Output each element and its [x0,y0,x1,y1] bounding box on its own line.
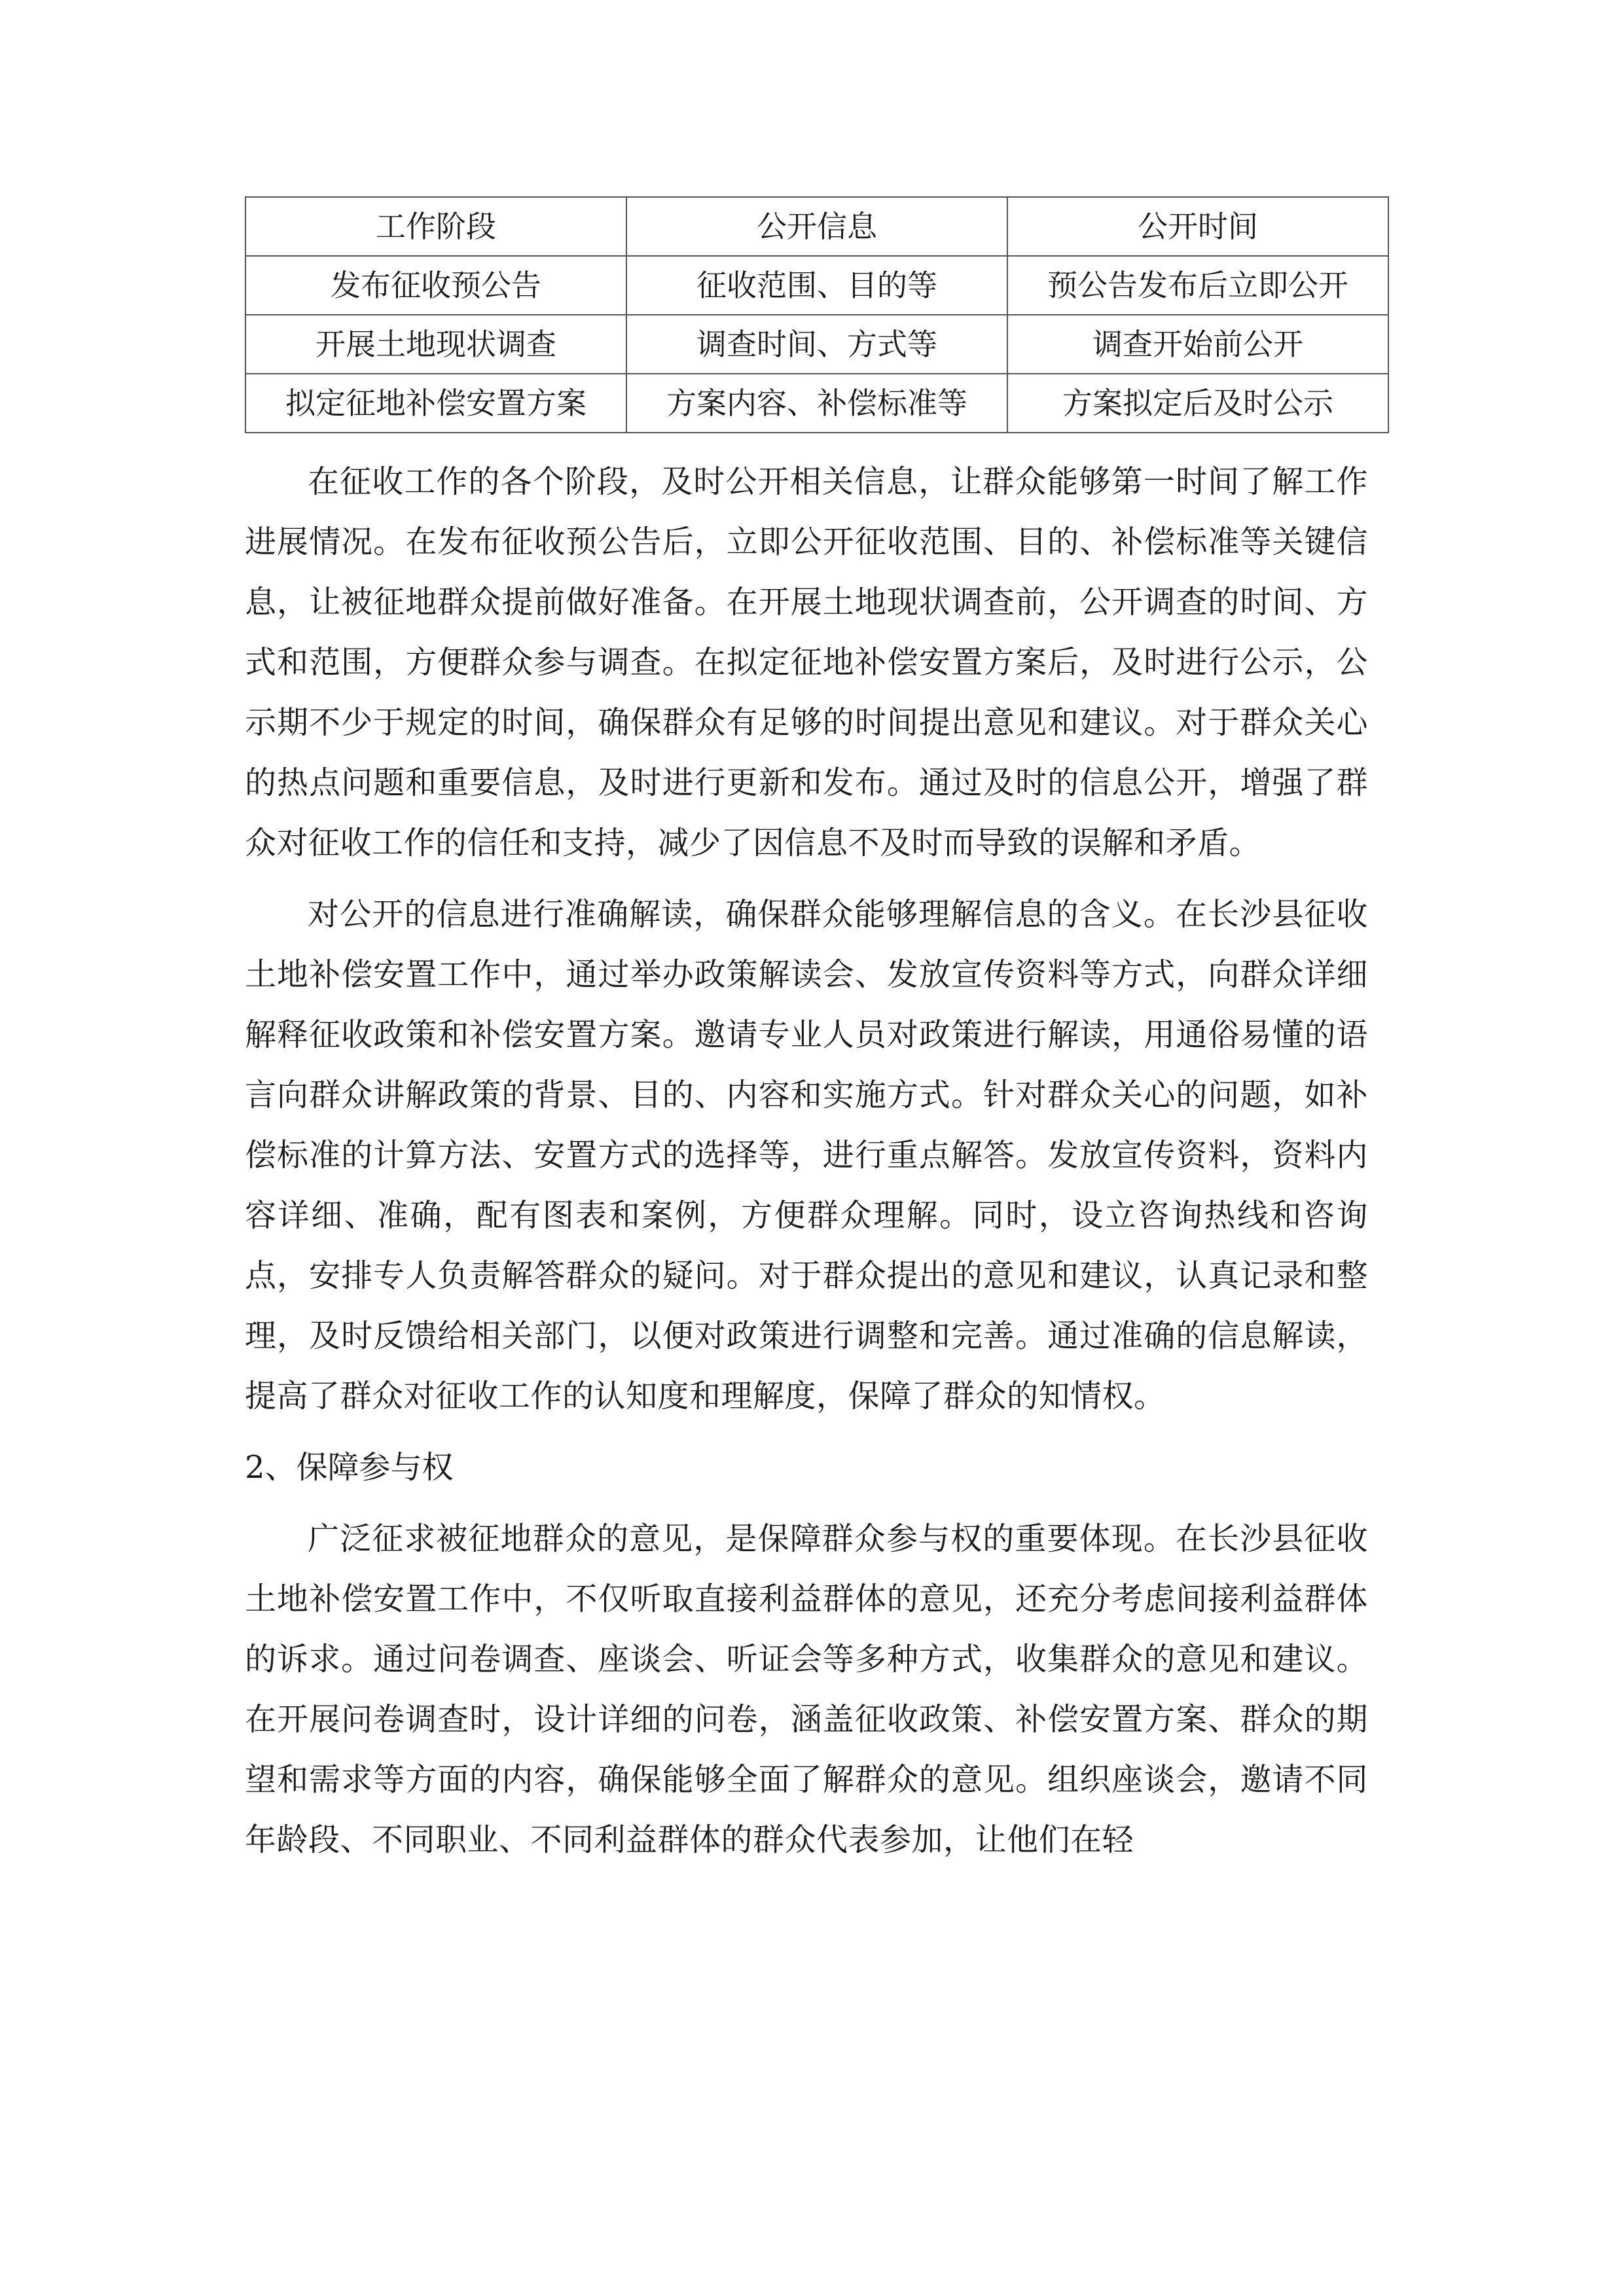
table-cell: 发布征收预公告 [245,256,626,315]
table-row [245,256,1388,315]
paragraph-accurate-interpretation: 对公开的信息进行准确解读，确保群众能够理解信息的含义。在长沙县征收土地补偿安置工作中，通过举办政策解读会、发放宣传资料等方式，向群众详细解释征收政策和补偿安置方案。邀请专业人员对政策进行解读，用通俗易懂的语言向群众讲解政策的背景、目的、内容和实施方式。针对群众关心的问题，如补偿标准的计算方法、安置方式的选择等，进行重点解答。发放宣传资料，资料内容详细、准确，配有图表和案例，方便群众理解。同时，设立咨询热线和咨询点，安排专人负责解答群众的疑问。对于群众提出的意见和建议，认真记录和整理，及时反馈给相关部门，以便对政策进行调整和完善。通过准确的信息解读，提高了群众对征收工作的认知度和理解度，保障了群众的知情权。 [245,896,1368,1414]
table-cell: 调查时间、方式等 [626,315,1007,374]
paragraph-timely-disclosure: 在征收工作的各个阶段，及时公开相关信息，让群众能够第一时间了解工作进展情况。在发布征收预公告后，立即公开征收范围、目的、补偿标准等关键信息，让被征地群众提前做好准备。在开展土地现状调查前，公开调查的时间、方式和范围，方便群众参与调查。在拟定征地补偿安置方案后，及时进行公示，公示期不少于规定的时间，确保群众有足够的时间提出意见和建议。对于群众关心的热点问题和重要信息，及时进行更新和发布。通过及时的信息公开，增强了群众对征收工作的信任和支持，减少了因信息不及时而导致的误解和矛盾。 [245,463,1368,861]
table-header-cell: 工作阶段 [245,197,626,256]
table-cell: 征收范围、目的等 [626,256,1007,315]
disclosure-table [245,196,1389,433]
table-header-cell: 公开信息 [626,197,1007,256]
table-cell: 调查开始前公开 [1007,315,1388,374]
paragraph-solicit-opinions: 广泛征求被征地群众的意见，是保障群众参与权的重要体现。在长沙县征收土地补偿安置工作中，不仅听取直接利益群体的意见，还充分考虑间接利益群体的诉求。通过问卷调查、座谈会、听证会等多种方式，收集群众的意见和建议。在开展问卷调查时，设计详细的问卷，涵盖征收政策、补偿安置方案、群众的期望和需求等方面的内容，确保能够全面了解群众的意见。组织座谈会，邀请不同年龄段、不同职业、不同利益群体的群众代表参加，让他们在轻 [245,1520,1368,1858]
body-text [245,452,1368,1881]
table-cell: 方案拟定后及时公示 [1007,374,1388,433]
table-header-cell: 公开时间 [1007,197,1388,256]
table-cell: 预公告发布后立即公开 [1007,256,1388,315]
table-cell: 方案内容、补偿标准等 [626,374,1007,433]
table-row [245,374,1388,433]
table-row [245,315,1388,374]
section-heading-participation: 2、保障参与权 [245,1449,454,1486]
table-header-row [245,197,1388,256]
table-cell: 拟定征地补偿安置方案 [245,374,626,433]
table-cell: 开展土地现状调查 [245,315,626,374]
